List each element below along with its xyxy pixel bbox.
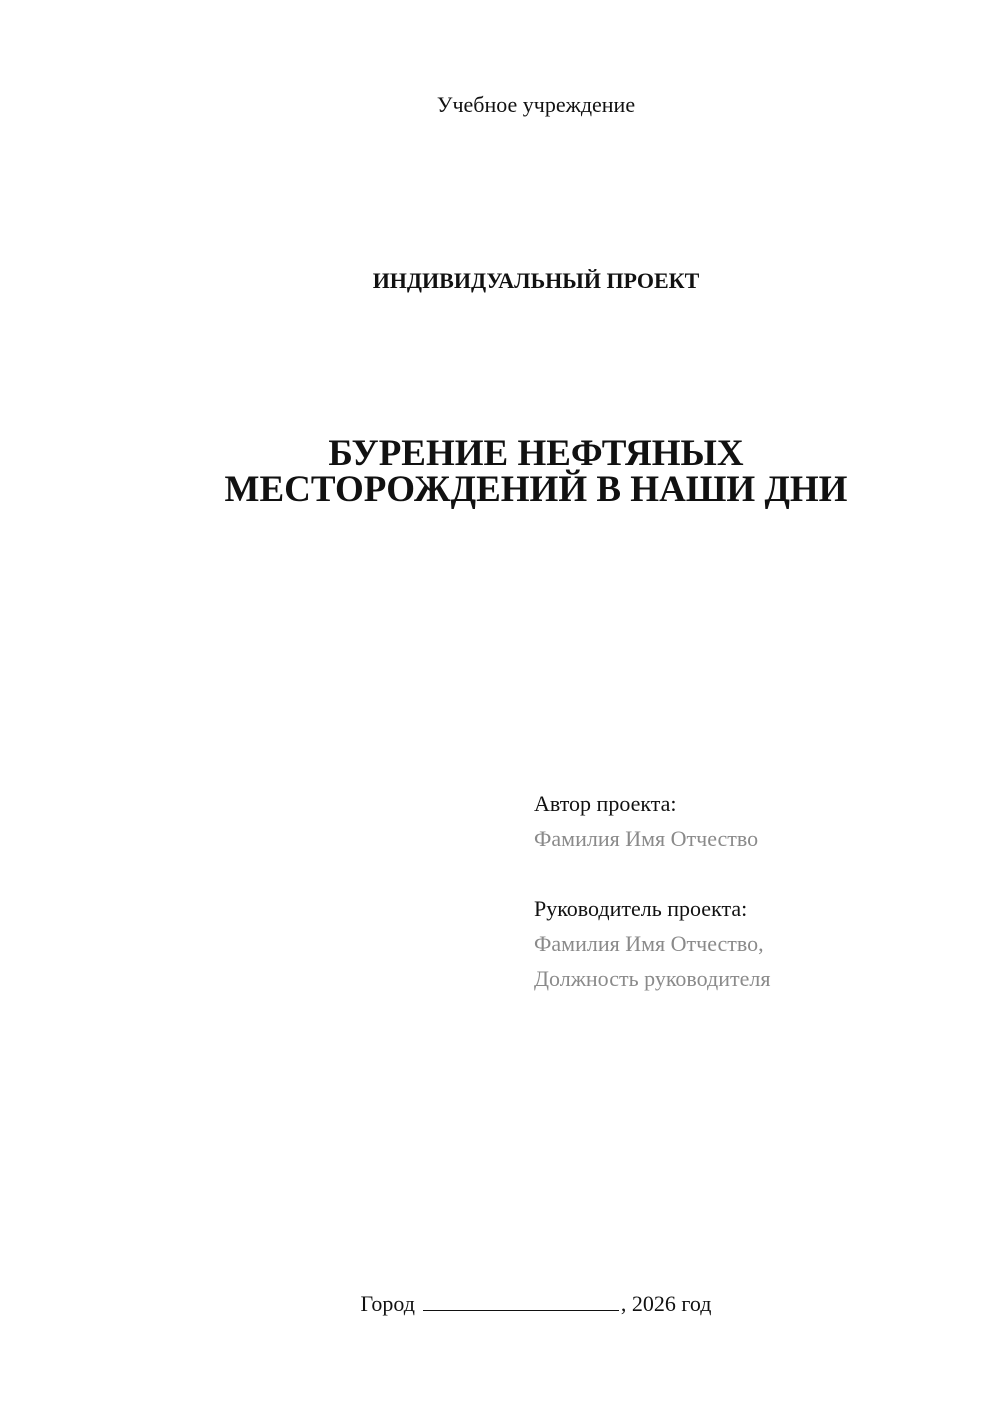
author-name: Фамилия Имя Отчество [534,826,759,851]
supervisor-name: Фамилия Имя Отчество, [534,931,764,956]
city-blank-line [423,1290,619,1311]
author-label: Автор проекта: [534,791,677,816]
institution-name: Учебное учреждение [436,92,636,117]
author-block [534,786,758,856]
project-type-heading: ИНДИВИДУАЛЬНЫЙ ПРОЕКТ [372,268,700,293]
supervisor-label: Руководитель проекта: [534,896,748,921]
project-title-line-2: МЕСТОРОЖДЕНИЙ В НАШИ ДНИ [224,469,848,510]
city-label: Город [360,1291,415,1316]
project-title [0,433,1000,510]
year-text: , 2026 год [620,1291,712,1316]
project-title-line-1: БУРЕНИЕ НЕФТЯНЫХ [328,433,744,474]
city-year-line [0,1288,1000,1320]
supervisor-position: Должность руководителя [534,966,771,991]
supervisor-block [534,891,770,996]
